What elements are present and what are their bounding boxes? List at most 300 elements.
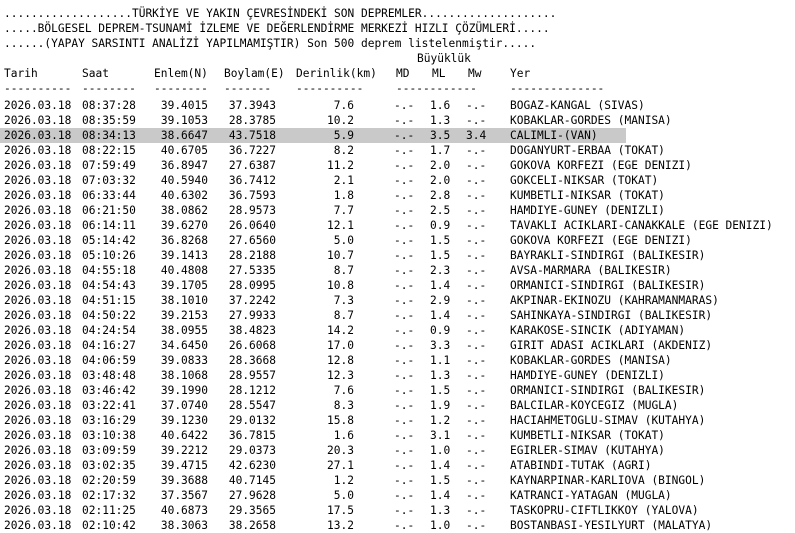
cell-md: -.- bbox=[394, 519, 415, 532]
cell-md: -.- bbox=[394, 189, 415, 202]
cell-md: -.- bbox=[394, 204, 415, 217]
table-row[interactable] bbox=[0, 503, 795, 518]
cell-date: 2026.03.18 bbox=[4, 204, 72, 217]
cell-time: 02:17:32 bbox=[82, 489, 136, 502]
cell-depth: 7.6 bbox=[333, 99, 354, 112]
cell-mw: -.- bbox=[466, 99, 487, 112]
table-row[interactable] bbox=[0, 278, 795, 293]
cell-depth: 7.3 bbox=[333, 294, 354, 307]
cell-lon: 28.9573 bbox=[228, 204, 276, 217]
cell-lon: 26.6068 bbox=[228, 339, 276, 352]
cell-md: -.- bbox=[394, 399, 415, 412]
table-row[interactable] bbox=[0, 263, 795, 278]
cell-depth: 8.2 bbox=[333, 144, 354, 157]
cell-md: -.- bbox=[394, 114, 415, 127]
cell-depth: 10.7 bbox=[327, 249, 354, 262]
col-depth: Derinlik(km) bbox=[296, 67, 377, 80]
col-md: MD bbox=[396, 67, 410, 80]
separator-date: ---------- bbox=[4, 82, 72, 95]
cell-place: GOKOVA KORFEZI (EGE DENIZI) bbox=[510, 234, 692, 247]
cell-ml: 3.3 bbox=[430, 339, 451, 352]
table-row[interactable] bbox=[0, 518, 795, 533]
cell-place: SAHINKAYA-SINDIRGI (BALIKESIR) bbox=[510, 309, 713, 322]
table-row[interactable] bbox=[0, 353, 795, 368]
cell-lon: 29.3565 bbox=[228, 504, 276, 517]
cell-ml: 1.0 bbox=[430, 444, 451, 457]
cell-place: GOKCELI-NIKSAR (TOKAT) bbox=[510, 174, 659, 187]
cell-ml: 1.3 bbox=[430, 114, 451, 127]
cell-ml: 1.4 bbox=[430, 309, 451, 322]
cell-lon: 36.7593 bbox=[228, 189, 276, 202]
cell-time: 07:03:32 bbox=[82, 174, 136, 187]
cell-ml: 2.9 bbox=[430, 294, 451, 307]
table-row[interactable] bbox=[0, 173, 795, 188]
cell-ml: 1.3 bbox=[430, 369, 451, 382]
cell-time: 02:10:42 bbox=[82, 519, 136, 532]
table-row[interactable] bbox=[0, 308, 795, 323]
cell-mw: -.- bbox=[466, 234, 487, 247]
cell-time: 06:33:44 bbox=[82, 189, 136, 202]
cell-place: GOKOVA KORFEZI (EGE DENIZI) bbox=[510, 159, 692, 172]
cell-depth: 12.1 bbox=[327, 219, 354, 232]
cell-depth: 8.7 bbox=[333, 309, 354, 322]
cell-md: -.- bbox=[394, 159, 415, 172]
cell-depth: 8.7 bbox=[333, 264, 354, 277]
cell-lat: 39.1990 bbox=[160, 384, 208, 397]
cell-md: -.- bbox=[394, 324, 415, 337]
cell-time: 07:59:49 bbox=[82, 159, 136, 172]
cell-place: KATRANCI-YATAGAN (MUGLA) bbox=[510, 489, 672, 502]
cell-time: 02:11:25 bbox=[82, 504, 136, 517]
cell-mw: -.- bbox=[466, 414, 487, 427]
cell-lat: 39.1705 bbox=[160, 279, 208, 292]
cell-place: EGIRLER-SIMAV (KUTAHYA) bbox=[510, 444, 665, 457]
cell-ml: 1.4 bbox=[430, 489, 451, 502]
cell-md: -.- bbox=[394, 249, 415, 262]
cell-place: AVSA-MARMARA (BALIKESIR) bbox=[510, 264, 672, 277]
cell-depth: 11.2 bbox=[327, 159, 354, 172]
cell-mw: -.- bbox=[466, 219, 487, 232]
cell-place: BAYRAKLI-SINDIRGI (BALIKESIR) bbox=[510, 249, 706, 262]
cell-lon: 28.5547 bbox=[228, 399, 276, 412]
cell-lon: 28.3668 bbox=[228, 354, 276, 367]
cell-date: 2026.03.18 bbox=[4, 519, 72, 532]
cell-lon: 36.7815 bbox=[228, 429, 276, 442]
cell-lon: 37.3943 bbox=[228, 99, 276, 112]
cell-lat: 40.6705 bbox=[160, 144, 208, 157]
cell-mw: -.- bbox=[466, 294, 487, 307]
cell-place: GIRIT ADASI ACIKLARI (AKDENIZ) bbox=[510, 339, 713, 352]
cell-mw: -.- bbox=[466, 144, 487, 157]
cell-ml: 1.4 bbox=[430, 279, 451, 292]
cell-date: 2026.03.18 bbox=[4, 354, 72, 367]
cell-lon: 28.3785 bbox=[228, 114, 276, 127]
cell-date: 2026.03.18 bbox=[4, 504, 72, 517]
cell-time: 04:51:15 bbox=[82, 294, 136, 307]
cell-date: 2026.03.18 bbox=[4, 444, 72, 457]
table-row[interactable] bbox=[0, 218, 795, 233]
cell-date: 2026.03.18 bbox=[4, 249, 72, 262]
cell-depth: 7.6 bbox=[333, 384, 354, 397]
cell-md: -.- bbox=[394, 504, 415, 517]
cell-mw: -.- bbox=[466, 159, 487, 172]
separator-place: -------------- bbox=[510, 82, 605, 95]
cell-ml: 1.5 bbox=[430, 384, 451, 397]
cell-mw: -.- bbox=[466, 114, 487, 127]
table-row[interactable] bbox=[0, 188, 795, 203]
cell-ml: 1.6 bbox=[430, 99, 451, 112]
cell-date: 2026.03.18 bbox=[4, 384, 72, 397]
cell-place: KAYNARPINAR-KARLIOVA (BINGOL) bbox=[510, 474, 706, 487]
cell-lon: 27.6387 bbox=[228, 159, 276, 172]
cell-depth: 17.0 bbox=[327, 339, 354, 352]
cell-depth: 1.6 bbox=[333, 429, 354, 442]
cell-depth: 1.8 bbox=[333, 189, 354, 202]
cell-lon: 27.9933 bbox=[228, 309, 276, 322]
table-row[interactable] bbox=[0, 488, 795, 503]
col-ml: ML bbox=[432, 67, 446, 80]
banner-line-1: ...................TÜRKİYE VE YAKIN ÇEVRESİNDEKİ SON DEPREMLER.................... bbox=[4, 7, 557, 20]
separator-latitude: -------- bbox=[154, 82, 208, 95]
col-mw: Mw bbox=[468, 67, 482, 80]
table-row[interactable] bbox=[0, 128, 795, 143]
cell-lat: 39.6270 bbox=[160, 219, 208, 232]
table-row[interactable] bbox=[0, 323, 795, 338]
cell-ml: 1.1 bbox=[430, 354, 451, 367]
cell-date: 2026.03.18 bbox=[4, 309, 72, 322]
col-date: Tarih bbox=[4, 67, 38, 80]
cell-depth: 13.2 bbox=[327, 519, 354, 532]
cell-depth: 2.1 bbox=[333, 174, 354, 187]
cell-mw: -.- bbox=[466, 309, 487, 322]
cell-mw: -.- bbox=[466, 174, 487, 187]
cell-depth: 14.2 bbox=[327, 324, 354, 337]
cell-mw: -.- bbox=[466, 429, 487, 442]
cell-md: -.- bbox=[394, 99, 415, 112]
cell-lat: 40.5940 bbox=[160, 174, 208, 187]
cell-time: 04:54:43 bbox=[82, 279, 136, 292]
cell-place: BOGAZ-KANGAL (SIVAS) bbox=[510, 99, 645, 112]
cell-time: 05:14:42 bbox=[82, 234, 136, 247]
cell-depth: 5.9 bbox=[333, 129, 354, 142]
cell-time: 06:14:11 bbox=[82, 219, 136, 232]
cell-lon: 36.7227 bbox=[228, 144, 276, 157]
cell-lon: 42.6230 bbox=[228, 459, 276, 472]
cell-depth: 7.7 bbox=[333, 204, 354, 217]
cell-date: 2026.03.18 bbox=[4, 429, 72, 442]
cell-md: -.- bbox=[394, 144, 415, 157]
cell-ml: 3.5 bbox=[430, 129, 451, 142]
cell-ml: 1.5 bbox=[430, 474, 451, 487]
cell-md: -.- bbox=[394, 219, 415, 232]
table-row[interactable] bbox=[0, 398, 795, 413]
cell-lat: 39.2212 bbox=[160, 444, 208, 457]
table-row[interactable] bbox=[0, 143, 795, 158]
cell-ml: 2.3 bbox=[430, 264, 451, 277]
cell-ml: 2.0 bbox=[430, 159, 451, 172]
cell-lat: 39.1230 bbox=[160, 414, 208, 427]
cell-depth: 27.1 bbox=[327, 459, 354, 472]
table-row[interactable] bbox=[0, 248, 795, 263]
cell-time: 04:50:22 bbox=[82, 309, 136, 322]
table-row[interactable] bbox=[0, 368, 795, 383]
cell-date: 2026.03.18 bbox=[4, 234, 72, 247]
cell-place: HAMDIYE-GUNEY (DENIZLI) bbox=[510, 369, 665, 382]
cell-md: -.- bbox=[394, 474, 415, 487]
table-row[interactable] bbox=[0, 443, 795, 458]
cell-lat: 39.4015 bbox=[160, 99, 208, 112]
cell-date: 2026.03.18 bbox=[4, 189, 72, 202]
cell-ml: 1.5 bbox=[430, 234, 451, 247]
cell-ml: 1.5 bbox=[430, 249, 451, 262]
cell-time: 03:46:42 bbox=[82, 384, 136, 397]
cell-time: 05:10:26 bbox=[82, 249, 136, 262]
cell-ml: 1.4 bbox=[430, 459, 451, 472]
cell-lat: 38.1010 bbox=[160, 294, 208, 307]
cell-date: 2026.03.18 bbox=[4, 369, 72, 382]
cell-time: 04:24:54 bbox=[82, 324, 136, 337]
cell-lat: 40.6302 bbox=[160, 189, 208, 202]
cell-mw: -.- bbox=[466, 324, 487, 337]
cell-date: 2026.03.18 bbox=[4, 474, 72, 487]
cell-lon: 43.7518 bbox=[228, 129, 276, 142]
table-row[interactable] bbox=[0, 113, 795, 128]
cell-md: -.- bbox=[394, 339, 415, 352]
table-row[interactable] bbox=[0, 203, 795, 218]
separator-time: -------- bbox=[82, 82, 136, 95]
cell-lon: 38.2658 bbox=[228, 519, 276, 532]
cell-place: HAMDIYE-GUNEY (DENIZLI) bbox=[510, 204, 665, 217]
cell-mw: 3.4 bbox=[466, 129, 487, 142]
table-row[interactable] bbox=[0, 428, 795, 443]
col-latitude: Enlem(N) bbox=[154, 67, 208, 80]
cell-lat: 40.6873 bbox=[160, 504, 208, 517]
table-row[interactable] bbox=[0, 158, 795, 173]
table-row[interactable] bbox=[0, 293, 795, 308]
cell-date: 2026.03.18 bbox=[4, 159, 72, 172]
cell-date: 2026.03.18 bbox=[4, 114, 72, 127]
table-row[interactable] bbox=[0, 233, 795, 248]
table-row[interactable] bbox=[0, 458, 795, 473]
cell-lon: 40.7145 bbox=[228, 474, 276, 487]
cell-md: -.- bbox=[394, 129, 415, 142]
cell-mw: -.- bbox=[466, 489, 487, 502]
cell-date: 2026.03.18 bbox=[4, 99, 72, 112]
cell-date: 2026.03.18 bbox=[4, 264, 72, 277]
cell-time: 02:20:59 bbox=[82, 474, 136, 487]
col-longitude: Boylam(E) bbox=[224, 67, 285, 80]
cell-mw: -.- bbox=[466, 459, 487, 472]
cell-lat: 38.6647 bbox=[160, 129, 208, 142]
cell-date: 2026.03.18 bbox=[4, 279, 72, 292]
table-row[interactable] bbox=[0, 98, 795, 113]
cell-time: 04:55:18 bbox=[82, 264, 136, 277]
cell-mw: -.- bbox=[466, 444, 487, 457]
cell-depth: 5.0 bbox=[333, 489, 354, 502]
cell-depth: 8.3 bbox=[333, 399, 354, 412]
cell-depth: 12.3 bbox=[327, 369, 354, 382]
table-row[interactable] bbox=[0, 473, 795, 488]
cell-mw: -.- bbox=[466, 279, 487, 292]
cell-mw: -.- bbox=[466, 264, 487, 277]
cell-lon: 28.0995 bbox=[228, 279, 276, 292]
magnitude-group-header bbox=[0, 51, 795, 66]
column-separator-row bbox=[0, 81, 795, 96]
cell-md: -.- bbox=[394, 459, 415, 472]
cell-ml: 1.2 bbox=[430, 414, 451, 427]
cell-lat: 40.4808 bbox=[160, 264, 208, 277]
cell-lon: 36.7412 bbox=[228, 174, 276, 187]
cell-md: -.- bbox=[394, 369, 415, 382]
cell-mw: -.- bbox=[466, 384, 487, 397]
cell-ml: 0.9 bbox=[430, 219, 451, 232]
table-row[interactable] bbox=[0, 383, 795, 398]
cell-depth: 1.2 bbox=[333, 474, 354, 487]
cell-lon: 38.4823 bbox=[228, 324, 276, 337]
cell-place: ORMANICI-SINDIRGI (BALIKESIR) bbox=[510, 279, 706, 292]
cell-time: 03:22:41 bbox=[82, 399, 136, 412]
cell-depth: 10.8 bbox=[327, 279, 354, 292]
cell-lat: 37.0740 bbox=[160, 399, 208, 412]
col-time: Saat bbox=[82, 67, 109, 80]
cell-depth: 15.8 bbox=[327, 414, 354, 427]
cell-place: ORMANICI-SINDIRGI (BALIKESIR) bbox=[510, 384, 706, 397]
cell-date: 2026.03.18 bbox=[4, 489, 72, 502]
cell-lat: 40.6422 bbox=[160, 429, 208, 442]
separator-depth: ---------- bbox=[296, 82, 364, 95]
cell-md: -.- bbox=[394, 174, 415, 187]
cell-place: BALCILAR-KOYCEGIZ (MUGLA) bbox=[510, 399, 679, 412]
cell-time: 08:34:13 bbox=[82, 129, 136, 142]
cell-mw: -.- bbox=[466, 399, 487, 412]
cell-time: 03:10:38 bbox=[82, 429, 136, 442]
table-row[interactable] bbox=[0, 338, 795, 353]
cell-lat: 38.1068 bbox=[160, 369, 208, 382]
cell-date: 2026.03.18 bbox=[4, 414, 72, 427]
cell-md: -.- bbox=[394, 414, 415, 427]
magnitude-group-label: Büyüklük bbox=[417, 52, 471, 65]
cell-place: KOBAKLAR-GORDES (MANISA) bbox=[510, 354, 672, 367]
cell-mw: -.- bbox=[466, 354, 487, 367]
cell-lon: 37.2242 bbox=[228, 294, 276, 307]
cell-md: -.- bbox=[394, 309, 415, 322]
cell-place: TAVAKLI ACIKLARI-CANAKKALE (EGE DENIZI) bbox=[510, 219, 773, 232]
cell-mw: -.- bbox=[466, 339, 487, 352]
cell-place: KARAKOSE-SINCIK (ADIYAMAN) bbox=[510, 324, 686, 337]
table-row[interactable] bbox=[0, 413, 795, 428]
cell-lat: 39.3688 bbox=[160, 474, 208, 487]
cell-depth: 5.0 bbox=[333, 234, 354, 247]
cell-lon: 29.0373 bbox=[228, 444, 276, 457]
col-place: Yer bbox=[510, 67, 531, 80]
cell-mw: -.- bbox=[466, 204, 487, 217]
banner-line-3: ......(YAPAY SARSINTI ANALİZİ YAPILMAMIŞTIR) Son 500 deprem listelenmiştir..... bbox=[4, 37, 537, 50]
cell-depth: 10.2 bbox=[327, 114, 354, 127]
cell-ml: 1.9 bbox=[430, 399, 451, 412]
cell-date: 2026.03.18 bbox=[4, 399, 72, 412]
cell-md: -.- bbox=[394, 294, 415, 307]
cell-ml: 3.1 bbox=[430, 429, 451, 442]
cell-place: HACIAHMETOGLU-SIMAV (KUTAHYA) bbox=[510, 414, 706, 427]
cell-ml: 0.9 bbox=[430, 324, 451, 337]
cell-lat: 36.8947 bbox=[160, 159, 208, 172]
cell-date: 2026.03.18 bbox=[4, 174, 72, 187]
cell-place: BOSTANBASI-YESILYURT (MALATYA) bbox=[510, 519, 713, 532]
cell-lat: 39.1413 bbox=[160, 249, 208, 262]
cell-date: 2026.03.18 bbox=[4, 129, 72, 142]
cell-time: 08:22:15 bbox=[82, 144, 136, 157]
cell-lat: 36.8268 bbox=[160, 234, 208, 247]
cell-ml: 2.5 bbox=[430, 204, 451, 217]
banner-line-2: .....BÖLGESEL DEPREM-TSUNAMİ İZLEME VE DEĞERLENDİRME MERKEZİ HIZLI ÇÖZÜMLERİ..... bbox=[4, 22, 550, 35]
cell-depth: 17.5 bbox=[327, 504, 354, 517]
cell-lat: 34.6450 bbox=[160, 339, 208, 352]
cell-lat: 38.3063 bbox=[160, 519, 208, 532]
cell-lon: 28.9557 bbox=[228, 369, 276, 382]
separator-magnitude: ------------ bbox=[396, 82, 477, 95]
cell-date: 2026.03.18 bbox=[4, 459, 72, 472]
cell-place: CALIMLI-(VAN) bbox=[510, 129, 598, 142]
cell-mw: -.- bbox=[466, 369, 487, 382]
cell-md: -.- bbox=[394, 444, 415, 457]
cell-depth: 20.3 bbox=[327, 444, 354, 457]
separator-longitude: ------- bbox=[224, 82, 272, 95]
cell-place: KUMBETLI-NIKSAR (TOKAT) bbox=[510, 189, 665, 202]
cell-md: -.- bbox=[394, 384, 415, 397]
cell-lat: 37.3567 bbox=[160, 489, 208, 502]
cell-md: -.- bbox=[394, 489, 415, 502]
cell-time: 06:21:50 bbox=[82, 204, 136, 217]
cell-mw: -.- bbox=[466, 474, 487, 487]
column-header-row bbox=[0, 66, 795, 81]
cell-mw: -.- bbox=[466, 504, 487, 517]
cell-lat: 39.1053 bbox=[160, 114, 208, 127]
cell-place: AKPINAR-EKINOZU (KAHRAMANMARAS) bbox=[510, 294, 719, 307]
cell-time: 04:16:27 bbox=[82, 339, 136, 352]
cell-mw: -.- bbox=[466, 189, 487, 202]
cell-date: 2026.03.18 bbox=[4, 144, 72, 157]
cell-lat: 39.0833 bbox=[160, 354, 208, 367]
cell-place: TASKOPRU-CIFTLIKKOY (YALOVA) bbox=[510, 504, 699, 517]
cell-ml: 1.3 bbox=[430, 504, 451, 517]
cell-lon: 27.6560 bbox=[228, 234, 276, 247]
cell-lon: 27.5335 bbox=[228, 264, 276, 277]
cell-time: 03:16:29 bbox=[82, 414, 136, 427]
cell-lat: 39.2153 bbox=[160, 309, 208, 322]
cell-mw: -.- bbox=[466, 249, 487, 262]
cell-md: -.- bbox=[394, 354, 415, 367]
cell-date: 2026.03.18 bbox=[4, 324, 72, 337]
cell-lon: 28.2188 bbox=[228, 249, 276, 262]
cell-place: KOBAKLAR-GORDES (MANISA) bbox=[510, 114, 672, 127]
cell-time: 08:35:59 bbox=[82, 114, 136, 127]
cell-lat: 39.4715 bbox=[160, 459, 208, 472]
cell-time: 08:37:28 bbox=[82, 99, 136, 112]
cell-lon: 26.0640 bbox=[228, 219, 276, 232]
cell-ml: 2.8 bbox=[430, 189, 451, 202]
cell-lat: 38.0955 bbox=[160, 324, 208, 337]
cell-md: -.- bbox=[394, 279, 415, 292]
cell-time: 03:48:48 bbox=[82, 369, 136, 382]
cell-lon: 28.1212 bbox=[228, 384, 276, 397]
cell-date: 2026.03.18 bbox=[4, 339, 72, 352]
cell-time: 04:06:59 bbox=[82, 354, 136, 367]
cell-mw: -.- bbox=[466, 519, 487, 532]
cell-date: 2026.03.18 bbox=[4, 219, 72, 232]
cell-date: 2026.03.18 bbox=[4, 294, 72, 307]
cell-lat: 38.0862 bbox=[160, 204, 208, 217]
cell-depth: 12.8 bbox=[327, 354, 354, 367]
